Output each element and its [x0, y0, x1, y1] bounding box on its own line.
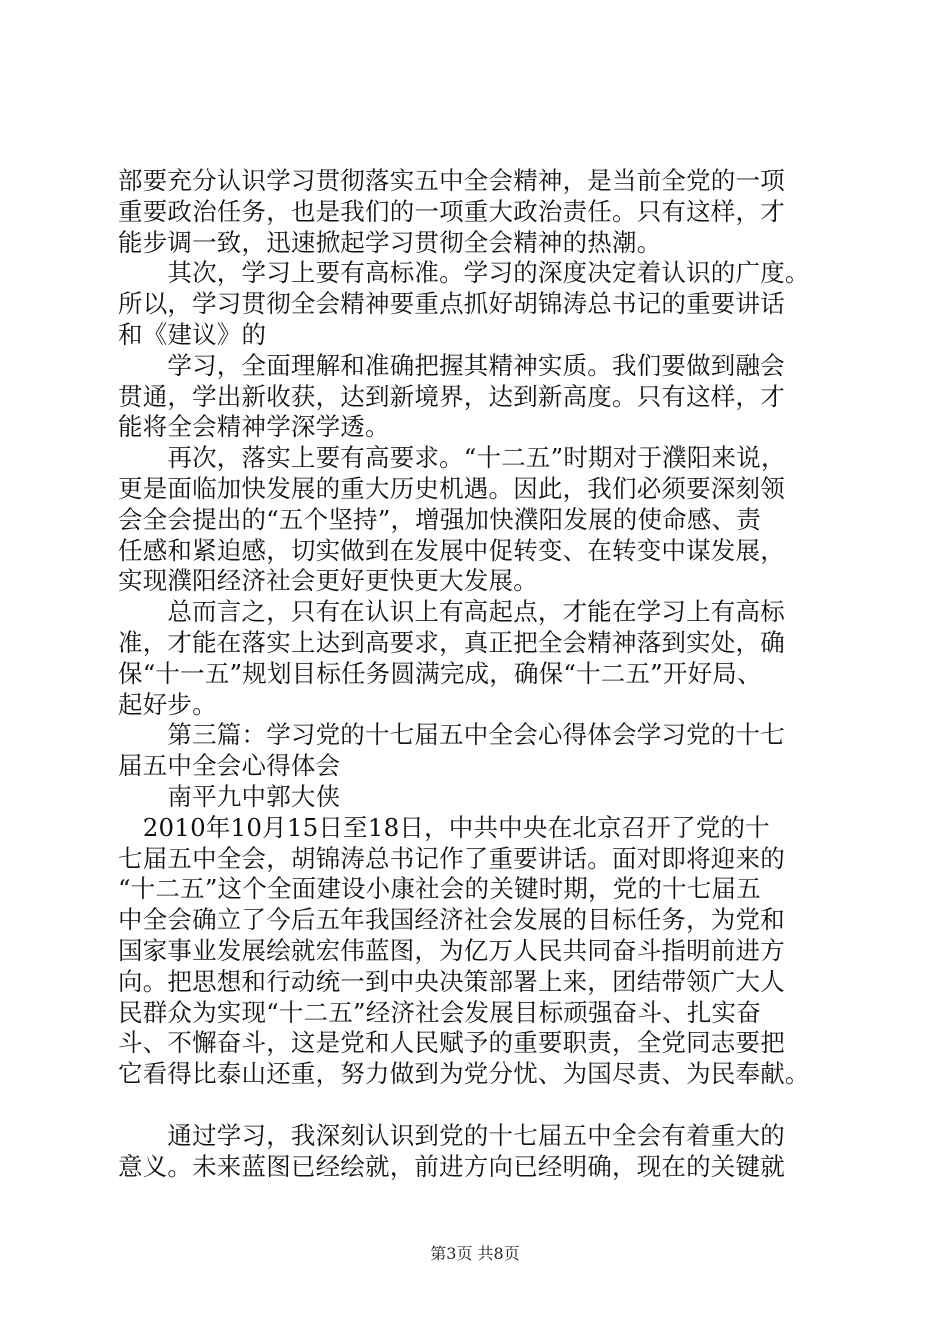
text-line: 斗、不懈奋斗，这是党和人民赋予的重要职责，全党同志要把	[118, 1028, 785, 1058]
text-line: 通过学习，我深刻认识到党的十七届五中全会有着重大的	[118, 1120, 785, 1150]
text-line: 第三篇：学习党的十七届五中全会心得体会学习党的十七	[118, 720, 785, 750]
text-line: 2010年10月15日至18日，中共中央在北京召开了党的十	[118, 812, 770, 842]
document-body	[118, 166, 838, 1182]
text-line: 保“十一五”规划目标任务圆满完成，确保“十二五”开好局、	[118, 658, 762, 688]
text-line: 学习，全面理解和准确把握其精神实质。我们要做到融会	[118, 350, 785, 380]
text-line: 准，才能在落实上达到高要求，真正把全会精神落到实处，确	[118, 627, 785, 657]
text-line: 总而言之，只有在认识上有高起点，才能在学习上有高标	[118, 597, 785, 627]
text-line	[118, 1090, 838, 1121]
text-line: 更是面临加快发展的重大历史机遇。因此，我们必须要深刻领	[118, 473, 785, 503]
text-line: 它看得比泰山还重，努力做到为党分忧、为国尽责、为民奉献。	[118, 1059, 810, 1089]
text-line: 七届五中全会，胡锦涛总书记作了重要讲话。面对即将迎来的	[118, 843, 785, 873]
text-line: 国家事业发展绘就宏伟蓝图，为亿万人民共同奋斗指明前进方	[118, 935, 785, 965]
text-line: 贯通，学出新收获，达到新境界，达到新高度。只有这样，才	[118, 381, 785, 411]
text-line: 所以，学习贯彻全会精神要重点抓好胡锦涛总书记的重要讲话	[118, 289, 785, 319]
text-line: 向。把思想和行动统一到中央决策部署上来，团结带领广大人	[118, 966, 785, 996]
text-line: 再次，落实上要有高要求。“十二五”时期对于濮阳来说，	[118, 443, 786, 473]
text-line: 重要政治任务，也是我们的一项重大政治责任。只有这样，才	[118, 196, 785, 226]
text-line: 南平九中郭大侠	[118, 781, 341, 811]
text-line: 会全会提出的“五个坚持”，增强加快濮阳发展的使命感、责	[118, 504, 761, 534]
text-line: 实现濮阳经济社会更好更快更大发展。	[118, 566, 538, 596]
text-line: 届五中全会心得体会	[118, 751, 341, 781]
text-line: 能步调一致，迅速掀起学习贯彻全会精神的热潮。	[118, 227, 662, 257]
text-line: “十二五”这个全面建设小康社会的关键时期，党的十七届五	[118, 874, 761, 904]
text-line: 能将全会精神学深学透。	[118, 412, 390, 442]
page-footer: 第3页 共8页	[430, 1244, 520, 1263]
text-line: 民群众为实现“十二五”经济社会发展目标顽强奋斗、扎实奋	[118, 997, 761, 1027]
text-line: 中全会确立了今后五年我国经济社会发展的目标任务，为党和	[118, 905, 785, 935]
text-line: 任感和紧迫感，切实做到在发展中促转变、在转变中谋发展，	[118, 535, 785, 565]
text-line: 起好步。	[118, 689, 217, 719]
text-line: 部要充分认识学习贯彻落实五中全会精神，是当前全党的一项	[118, 166, 785, 195]
text-line: 和《建议》的	[118, 319, 267, 349]
text-line: 其次，学习上要有高标准。学习的深度决定着认识的广度。	[118, 258, 810, 288]
text-line: 意义。未来蓝图已经绘就，前进方向已经明确，现在的关键就	[118, 1151, 785, 1181]
